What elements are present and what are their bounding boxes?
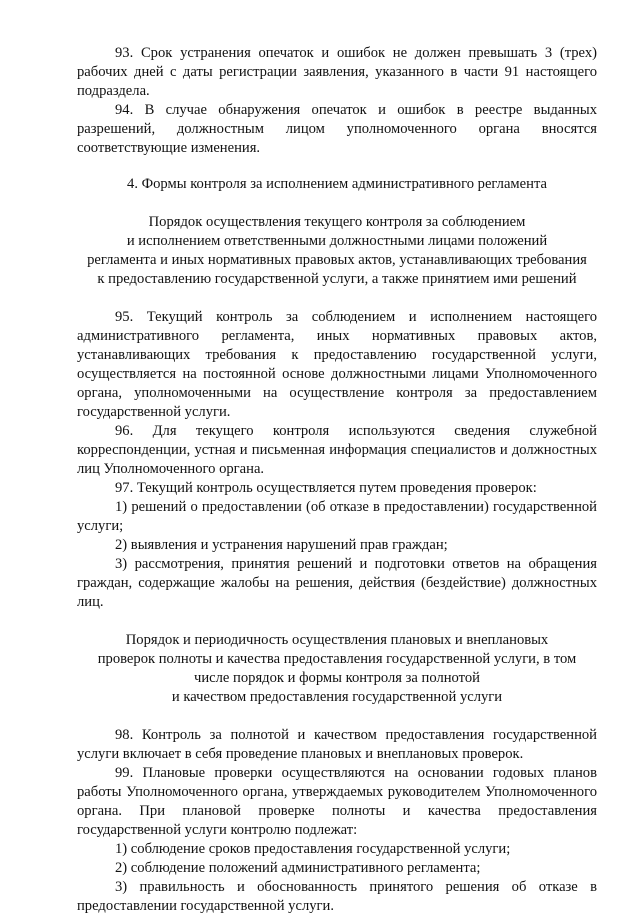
paragraph-93: 93. Срок устранения опечаток и ошибок не должен превышать 3 (трех) рабочих дней с даты регистрации заявления, указанного в части 91 настоящего подраздела. xyxy=(77,45,597,99)
paragraph-99: 99. Плановые проверки осуществляются на основании годовых планов работы Уполномоченного органа, утверждаемых руководителем Уполномоченного органа. При плановой проверке полноты и качества предоставления государственной услуги контролю подлежат: xyxy=(77,765,597,838)
spacer xyxy=(77,707,597,726)
list-item-99-1: 1) соблюдение сроков предоставления государственной услуги; xyxy=(115,841,511,857)
subsection-heading-line: числе порядок и формы контроля за полнотой xyxy=(194,670,480,686)
subsection-heading-line: и исполнением ответственными должностными лицами положений xyxy=(126,233,548,249)
subsection-heading-line: Порядок осуществления текущего контроля за соблюдением xyxy=(148,214,526,230)
list-item-97-2: 2) выявления и устранения нарушений прав граждан; xyxy=(115,537,448,553)
subsection-heading-current-control xyxy=(77,213,597,289)
list-item-97-1: 1) решений о предоставлении (об отказе в предоставлении) государственной услуги; xyxy=(77,499,597,534)
subsection-heading-line: и качеством предоставления государственной услуги xyxy=(171,689,503,705)
paragraph-96: 96. Для текущего контроля используются сведения служебной корреспонденции, устная и письменная информация специалистов и должностных лиц Уполномоченного органа. xyxy=(77,423,597,477)
subsection-heading-line: регламента и иных нормативных правовых актов, устанавливающих требования xyxy=(87,252,587,268)
subsection-heading-line: Порядок и периодичность осуществления плановых и внеплановых xyxy=(125,632,549,648)
list-item-99-3: 3) правильность и обоснованность принятого решения об отказе в предоставлении государственной услуги. xyxy=(77,879,597,914)
document-page xyxy=(77,44,597,916)
subsection-heading-line: к предоставлению государственной услуги, а также принятием ими решений xyxy=(97,271,577,287)
spacer xyxy=(77,289,597,308)
spacer xyxy=(77,194,597,213)
list-item-99-2: 2) соблюдение положений административного регламента; xyxy=(115,860,481,876)
paragraph-94: 94. В случае обнаружения опечаток и ошибок в реестре выданных разрешений, должностным лицом уполномоченного органа вносятся соответствующие изменения. xyxy=(77,102,597,156)
paragraph-95: 95. Текущий контроль за соблюдением и исполнением настоящего административного регламента, иных нормативных правовых актов, устанавливающих требования к предоставлению государственной услуги, осуществляется на постоянной основе должностными лицами Уполномоченного органа, уполномоченными на осуществление контроля за предоставлением государственной услуги. xyxy=(77,309,597,420)
subsection-heading-planned-checks xyxy=(77,631,597,707)
section-4-heading: 4. Формы контроля за исполнением административного регламента xyxy=(127,176,547,192)
list-item-97-3: 3) рассмотрения, принятия решений и подготовки ответов на обращения граждан, содержащие жалобы на решения, действия (бездействие) должностных лиц. xyxy=(77,556,597,610)
spacer xyxy=(77,612,597,631)
paragraph-98: 98. Контроль за полнотой и качеством предоставления государственной услуги включает в себя проведение плановых и внеплановых проверок. xyxy=(77,727,597,762)
subsection-heading-line: проверок полноты и качества предоставления государственной услуги, в том xyxy=(97,651,577,667)
paragraph-97: 97. Текущий контроль осуществляется путем проведения проверок: xyxy=(115,480,537,496)
